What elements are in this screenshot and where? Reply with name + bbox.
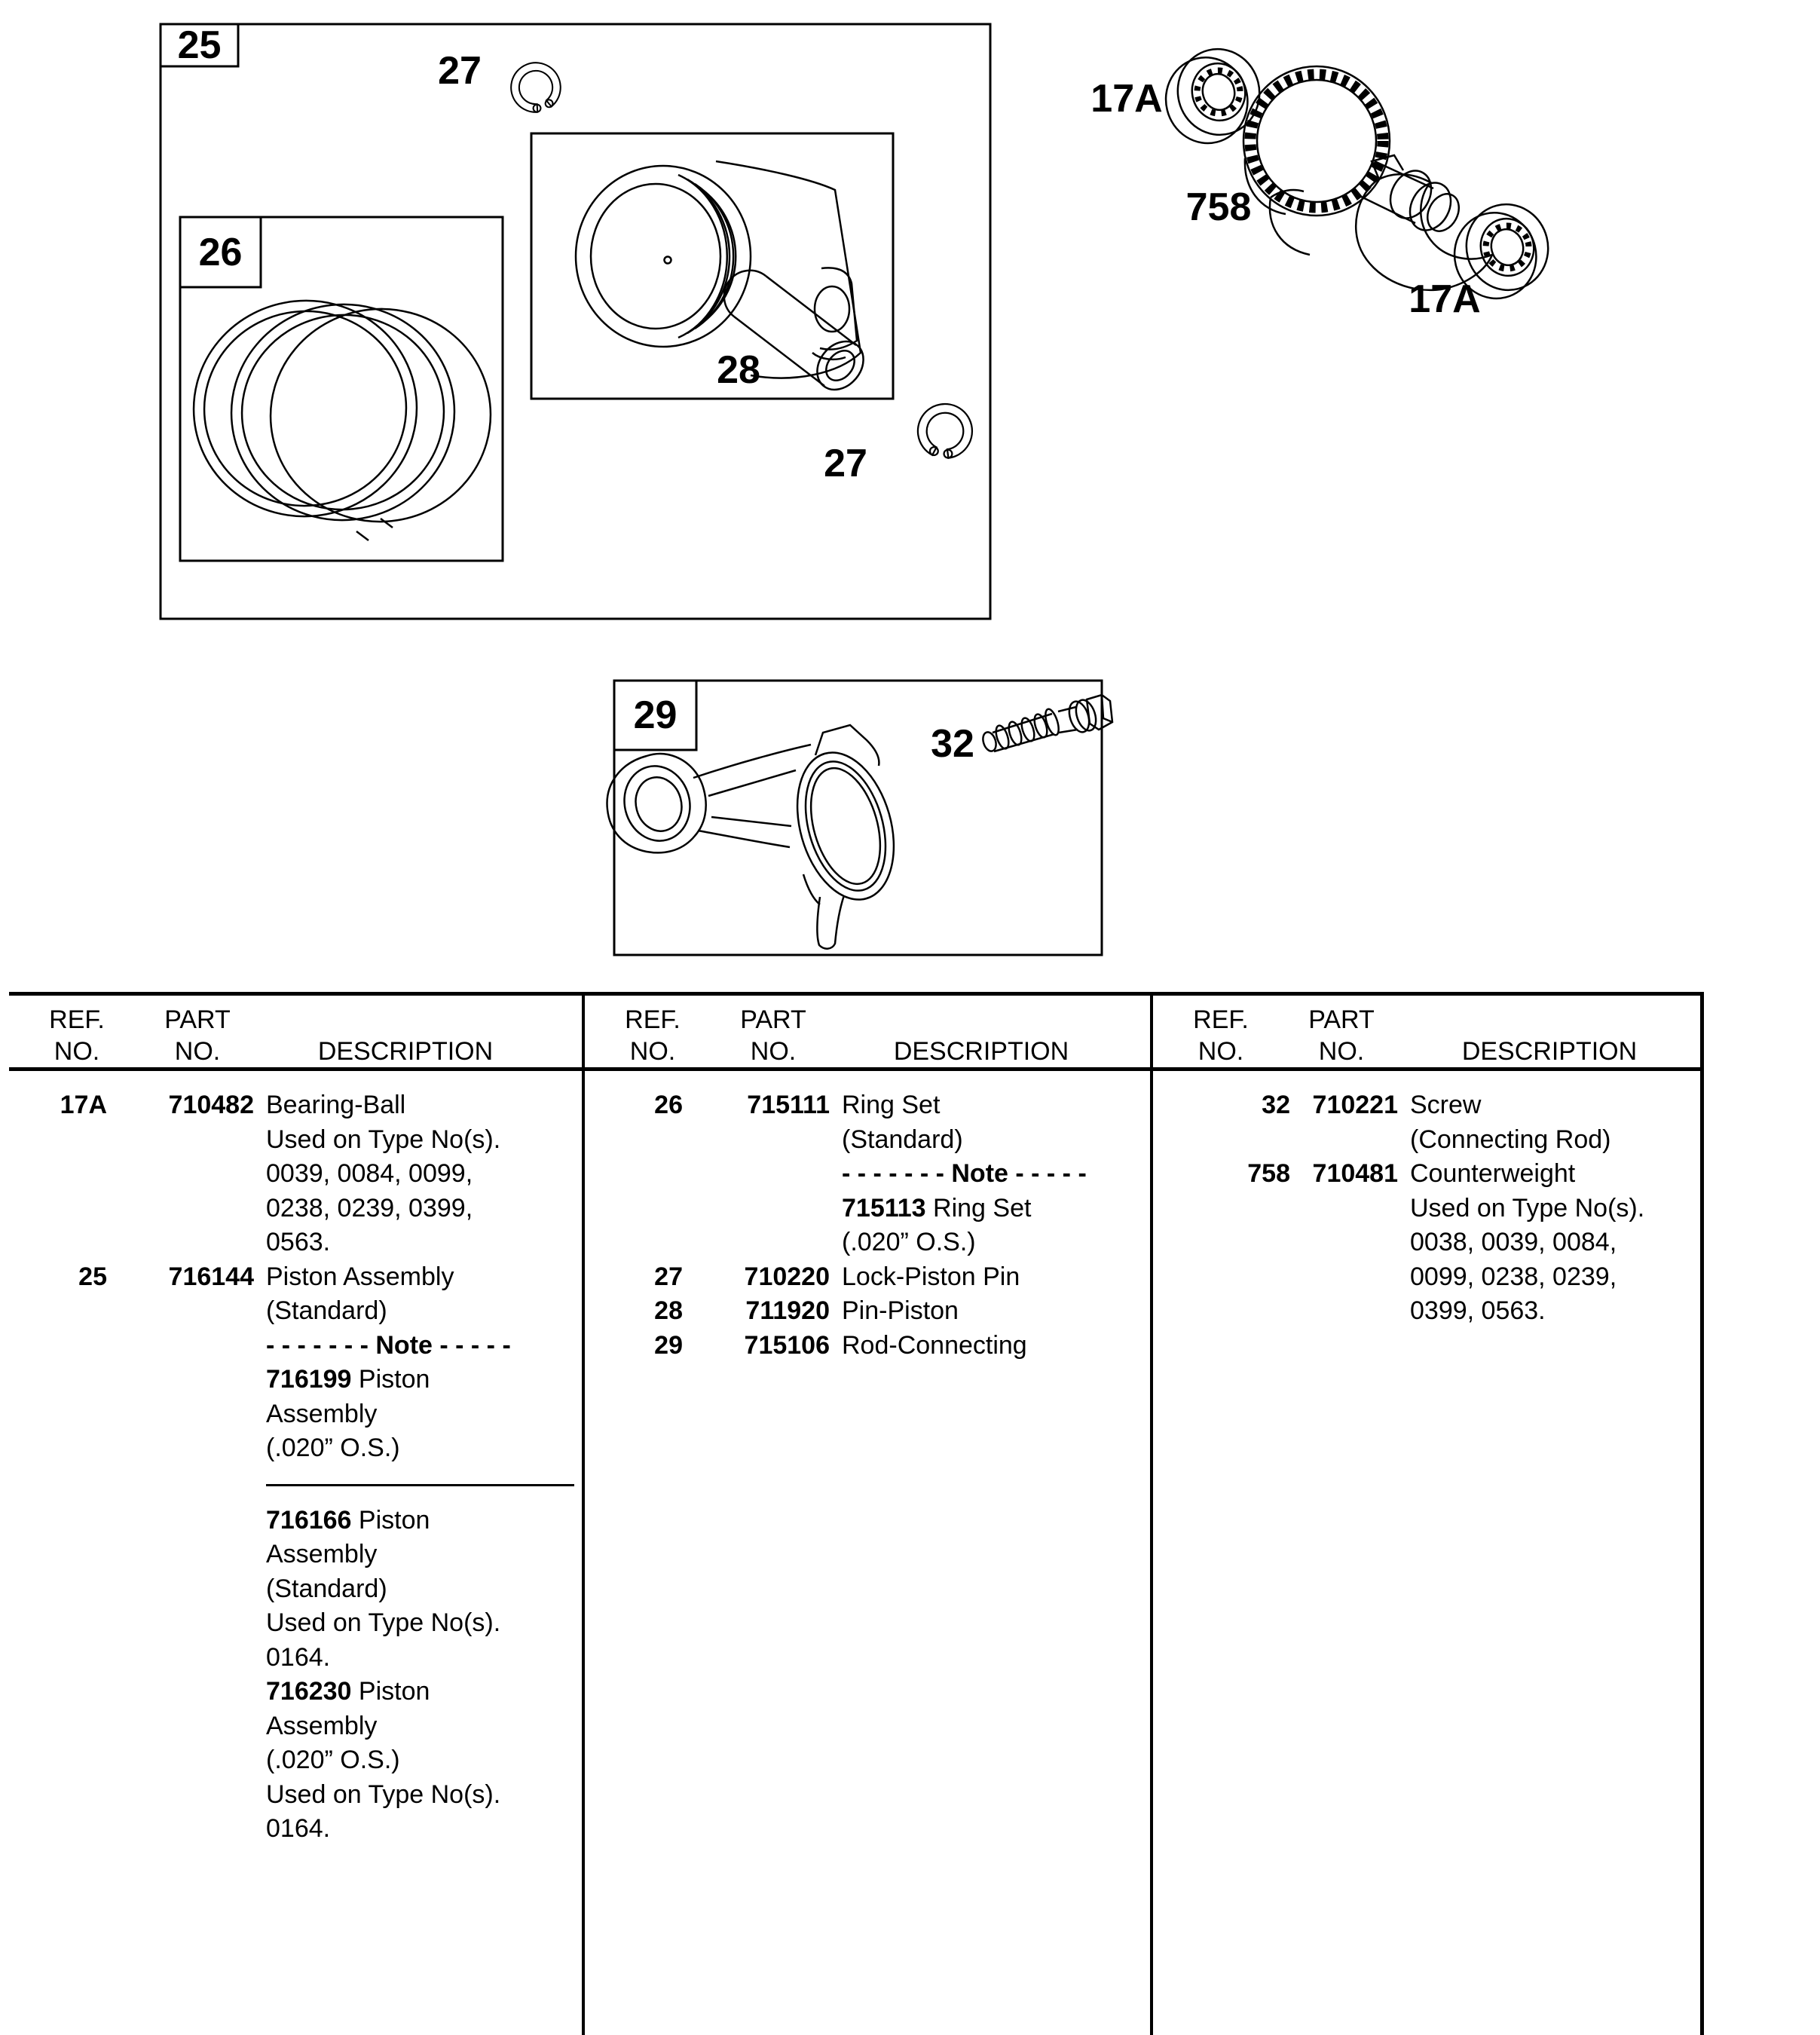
table-line bbox=[585, 1294, 1150, 1329]
part-no: 716144 bbox=[168, 1262, 254, 1291]
callout-label-25: 25 bbox=[177, 23, 222, 67]
table-line bbox=[1153, 1088, 1700, 1123]
callout-label-27-top: 27 bbox=[438, 48, 482, 93]
part-no: 710481 bbox=[1312, 1159, 1398, 1188]
table-line bbox=[9, 1778, 582, 1813]
callout-label-28: 28 bbox=[717, 348, 760, 392]
table-line bbox=[9, 1431, 582, 1466]
parts-column-2 bbox=[585, 992, 1150, 2035]
description: 0563. bbox=[266, 1228, 331, 1256]
table-line bbox=[9, 1294, 582, 1329]
description: (Standard) bbox=[266, 1574, 387, 1603]
description: 0164. bbox=[266, 1814, 331, 1843]
callout-label-29: 29 bbox=[633, 693, 678, 737]
table-line bbox=[9, 1709, 582, 1744]
description: 716199 Piston bbox=[266, 1365, 430, 1394]
table-line bbox=[1153, 1260, 1700, 1295]
description-header: DESCRIPTION bbox=[1461, 1037, 1638, 1066]
table-line bbox=[1153, 1294, 1700, 1329]
table-line bbox=[585, 1157, 1150, 1192]
callout-label-17a-top: 17A bbox=[1090, 77, 1163, 121]
description-header: DESCRIPTION bbox=[317, 1037, 494, 1066]
table-line bbox=[9, 1606, 582, 1641]
description: (.020” O.S.) bbox=[266, 1746, 400, 1774]
part-no: 715106 bbox=[744, 1330, 830, 1360]
table-line bbox=[9, 1363, 582, 1397]
parts-list bbox=[9, 1088, 582, 1847]
table-line bbox=[585, 1088, 1150, 1123]
part-no: 710220 bbox=[744, 1262, 830, 1291]
parts-list bbox=[585, 1088, 1150, 1363]
table-line bbox=[9, 1157, 582, 1192]
description: - - - - - - - Note - - - - - bbox=[842, 1159, 1087, 1188]
snap-ring-top-drawing bbox=[503, 55, 568, 120]
ref-no: 17A bbox=[60, 1091, 107, 1119]
description: - - - - - - - Note - - - - - bbox=[266, 1330, 511, 1360]
description: Counterweight bbox=[1410, 1159, 1576, 1188]
description: Ring Set bbox=[842, 1091, 941, 1119]
part-no: 715111 bbox=[747, 1091, 830, 1119]
table-line bbox=[9, 1743, 582, 1778]
description: 0039, 0084, 0099, bbox=[266, 1159, 473, 1188]
description: Piston Assembly bbox=[266, 1262, 454, 1291]
ref-no: 758 bbox=[1247, 1159, 1290, 1188]
parts-column-3 bbox=[1153, 992, 1700, 2035]
description: 0038, 0039, 0084, bbox=[1410, 1228, 1617, 1256]
ref-no: 32 bbox=[1262, 1091, 1290, 1119]
snap-ring-bottom-drawing bbox=[914, 400, 975, 461]
parts-diagram bbox=[0, 0, 1820, 987]
note-divider bbox=[9, 1466, 582, 1504]
description: Assembly bbox=[266, 1711, 378, 1740]
ref-no: 25 bbox=[78, 1262, 107, 1291]
table-line bbox=[585, 1123, 1150, 1158]
table-line bbox=[1153, 1157, 1700, 1192]
description: 0399, 0563. bbox=[1410, 1296, 1546, 1325]
description: 0164. bbox=[266, 1642, 331, 1672]
screw-drawing bbox=[980, 695, 1112, 753]
part-no-header: PART NO. bbox=[740, 1005, 806, 1066]
table-line bbox=[9, 1641, 582, 1675]
callout-label-17a-bottom: 17A bbox=[1409, 277, 1481, 321]
description: Rod-Connecting bbox=[842, 1330, 1027, 1360]
description: Used on Type No(s). bbox=[266, 1779, 501, 1809]
description: (.020” O.S.) bbox=[842, 1228, 976, 1256]
description-header: DESCRIPTION bbox=[893, 1037, 1069, 1066]
description: Screw bbox=[1410, 1091, 1482, 1119]
description: Bearing-Ball bbox=[266, 1091, 406, 1119]
ref-no: 28 bbox=[654, 1296, 683, 1325]
description: Used on Type No(s). bbox=[266, 1608, 501, 1637]
table-line bbox=[9, 1538, 582, 1572]
table-line bbox=[9, 1812, 582, 1847]
table-line bbox=[1153, 1226, 1700, 1260]
table-line bbox=[585, 1329, 1150, 1363]
table-line bbox=[9, 1260, 582, 1295]
description: 716230 Piston bbox=[266, 1677, 430, 1706]
table-line bbox=[9, 1329, 582, 1363]
table-line bbox=[9, 1088, 582, 1123]
part-no: 711920 bbox=[745, 1296, 830, 1325]
callout-label-758: 758 bbox=[1185, 185, 1252, 229]
table-line bbox=[1153, 1192, 1700, 1226]
table-line bbox=[1153, 1123, 1700, 1158]
part-no: 710221 bbox=[1312, 1091, 1398, 1119]
description: 715113 Ring Set bbox=[842, 1193, 1032, 1223]
table-line bbox=[9, 1226, 582, 1260]
parts-list bbox=[1153, 1088, 1700, 1329]
part-no-header: PART NO. bbox=[1308, 1005, 1375, 1066]
description: (Connecting Rod) bbox=[1410, 1125, 1611, 1154]
ref-no-header: REF. NO. bbox=[625, 1005, 681, 1066]
description: Used on Type No(s). bbox=[1410, 1193, 1645, 1223]
ref-no-header: REF. NO. bbox=[49, 1005, 105, 1066]
description: Pin-Piston bbox=[842, 1296, 959, 1325]
description: (Standard) bbox=[842, 1125, 963, 1154]
table-line bbox=[9, 1504, 582, 1538]
table-line bbox=[585, 1192, 1150, 1226]
table-right-rule bbox=[1700, 992, 1704, 2035]
ref-no: 26 bbox=[654, 1091, 683, 1119]
crankshaft-assembly-drawing bbox=[1155, 41, 1558, 308]
description: 716166 Piston bbox=[266, 1505, 430, 1535]
table-line bbox=[9, 1192, 582, 1226]
description: Used on Type No(s). bbox=[266, 1125, 501, 1154]
ref-no: 27 bbox=[654, 1262, 683, 1291]
ref-no: 29 bbox=[654, 1330, 683, 1360]
parts-column-1 bbox=[9, 992, 582, 2035]
piston-drawing bbox=[576, 161, 861, 378]
table-line bbox=[9, 1675, 582, 1709]
table-line bbox=[585, 1226, 1150, 1260]
table-line bbox=[9, 1572, 582, 1607]
callout-label-32: 32 bbox=[931, 722, 974, 766]
callout-label-26: 26 bbox=[198, 230, 243, 274]
description: Assembly bbox=[266, 1540, 378, 1568]
description: 0238, 0239, 0399, bbox=[266, 1193, 473, 1223]
callout-label-27-bottom: 27 bbox=[824, 442, 867, 485]
piston-rings-drawing bbox=[183, 289, 501, 540]
table-line bbox=[9, 1397, 582, 1432]
part-no-header: PART NO. bbox=[164, 1005, 231, 1066]
description: 0099, 0238, 0239, bbox=[1410, 1262, 1617, 1291]
description: Assembly bbox=[266, 1399, 378, 1428]
description: (.020” O.S.) bbox=[266, 1434, 400, 1462]
connecting-rod-drawing bbox=[607, 725, 910, 949]
description: (Standard) bbox=[266, 1296, 387, 1325]
part-no: 710482 bbox=[168, 1091, 254, 1119]
table-line bbox=[585, 1260, 1150, 1295]
ref-no-header: REF. NO. bbox=[1193, 1005, 1249, 1066]
timing-gear-drawing bbox=[1243, 66, 1390, 216]
table-line bbox=[9, 1123, 582, 1158]
description: Lock-Piston Pin bbox=[842, 1262, 1020, 1291]
